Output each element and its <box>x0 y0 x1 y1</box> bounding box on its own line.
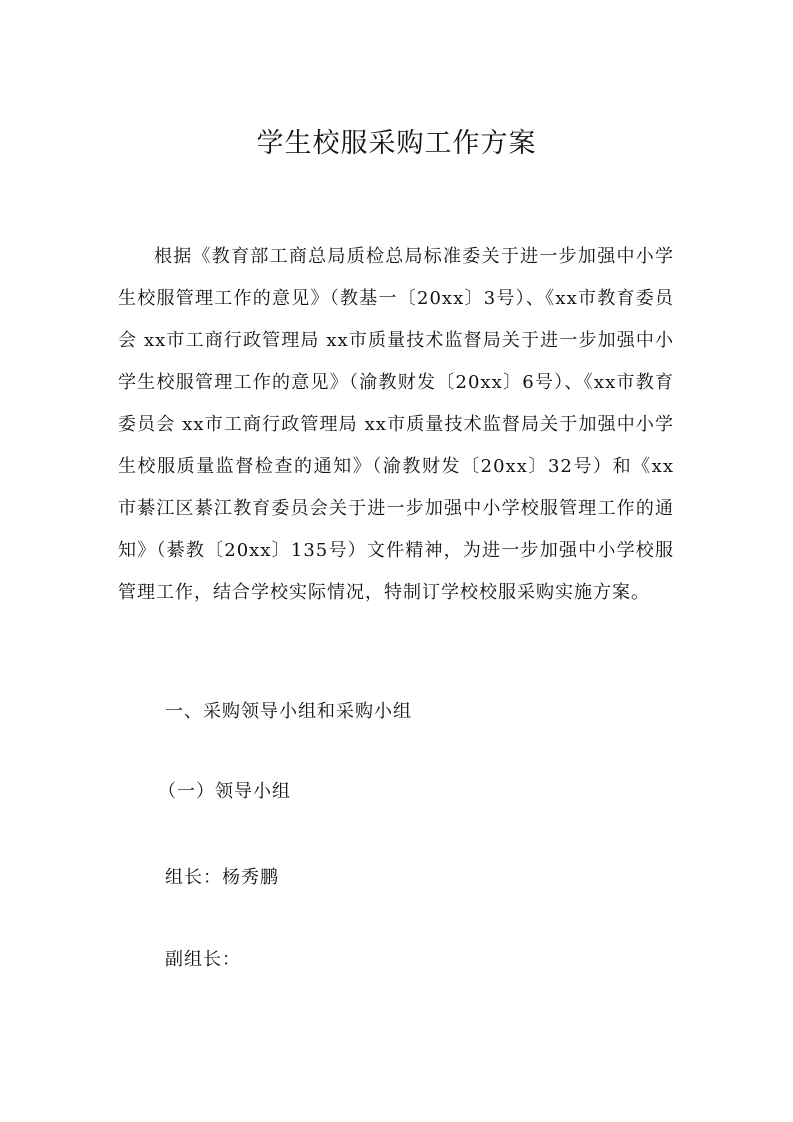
section-one-heading: 一、采购领导小组和采购小组 <box>165 701 412 722</box>
group-leader-line: 组长：杨秀鹏 <box>165 867 279 888</box>
deputy-group-leader-line: 副组长： <box>165 949 241 970</box>
document-title: 学生校服采购工作方案 <box>256 128 537 159</box>
leadership-group-heading: （一）领导小组 <box>158 781 291 802</box>
intro-paragraph: 根据《教育部工商总局质检总局标准委关于进一步加强中小学生校服管理工作的意见》（教基一〔20xx〕3号）、《xx市教育委员会 xx市工商行政管理局 xx市质量技术监督局关于进一步加强中小学生校服管理工作的意见》（渝教财发〔20xx〕6号）、《xx市教育委员会 xx市工商行政管理局 xx市质量技术监督局关于加强中小学生校服质量监督检查的通知》（渝教财发〔20xx〕32号）和《xx市綦江区綦江教育委员会关于进一步加强中小学校服管理工作的通知》（綦教〔20xx〕135号）文件精神，为进一步加强中小学校服管理工作，结合学校实际情况，特制订学校校服采购实施方案。 <box>118 246 674 603</box>
